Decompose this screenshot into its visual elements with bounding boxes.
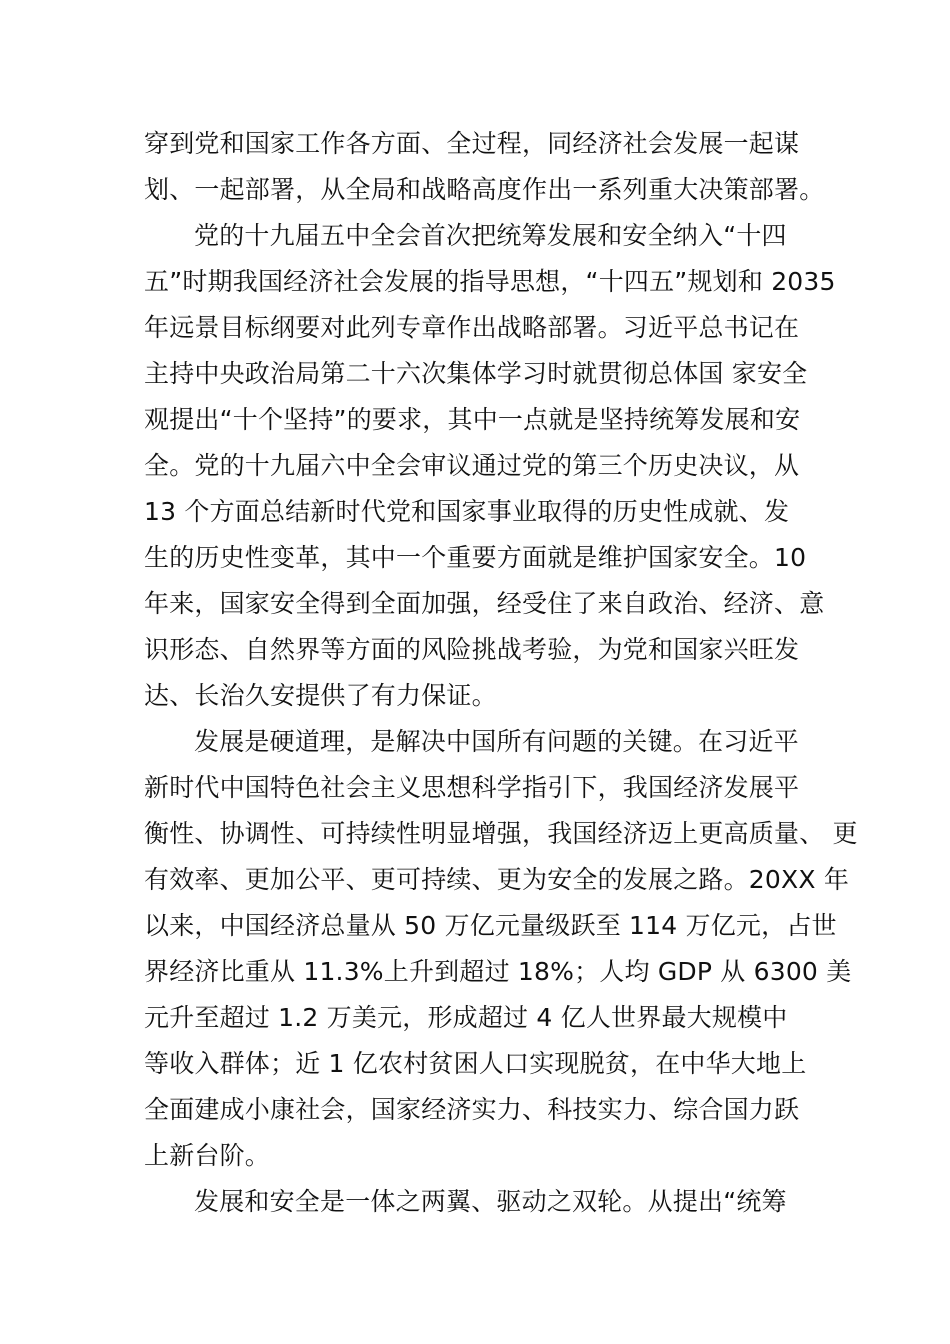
text-line: 五”时期我国经济社会发展的指导思想，“十四五”规划和 2035 [144,267,836,296]
text-line: 年远景目标纲要对此列专章作出战略部署。习近平总书记在 [144,313,800,342]
paragraph-first-line: 发展和安全是一体之两翼、驱动之双轮。从提出“统筹 [194,1187,787,1216]
text-line: 有效率、更加公平、更可持续、更为安全的发展之路。20XX 年 [144,865,850,894]
text-line: 元升至超过 1.2 万美元，形成超过 4 亿人世界最大规模中 [144,1003,788,1032]
text-line: 全。党的十九届六中全会审议通过党的第三个历史决议，从 [144,451,800,480]
text-line: 全面建成小康社会，国家经济实力、科技实力、综合国力跃 [144,1095,800,1124]
text-line: 新时代中国特色社会主义思想科学指引下，我国经济发展平 [144,773,800,802]
text-line: 衡性、协调性、可持续性明显增强，我国经济迈上更高质量、 更 [144,819,858,848]
text-line: 观提出“十个坚持”的要求，其中一点就是坚持统筹发展和安 [144,405,801,434]
text-line: 生的历史性变革，其中一个重要方面就是维护国家安全。10 [144,543,807,572]
text-line: 达、长治久安提供了有力保证。 [144,681,497,710]
text-line: 13 个方面总结新时代党和国家事业取得的历史性成就、发 [144,497,790,526]
text-line: 年来，国家安全得到全面加强，经受住了来自政治、经济、意 [144,589,825,618]
paragraph-first-line: 党的十九届五中全会首次把统筹发展和安全纳入“十四 [194,221,787,250]
text-line: 以来，中国经济总量从 50 万亿元量级跃至 114 万亿元，占世 [144,911,837,940]
paragraph-first-line: 发展是硬道理，是解决中国所有问题的关键。在习近平 [194,727,799,756]
text-line: 界经济比重从 11.3%上升到超过 18%；人均 GDP 从 6300 美 [144,957,852,986]
text-line: 识形态、自然界等方面的风险挑战考验，为党和国家兴旺发 [144,635,800,664]
text-line: 等收入群体；近 1 亿农村贫困人口实现脱贫，在中华大地上 [144,1049,807,1078]
text-line: 主持中央政治局第二十六次集体学习时就贯彻总体国 家安全 [144,359,808,388]
text-line: 穿到党和国家工作各方面、全过程，同经济社会发展一起谋 [144,129,800,158]
text-line: 划、一起部署，从全局和战略高度作出一系列重大决策部署。 [144,175,825,204]
text-line: 上新台阶。 [144,1141,271,1170]
